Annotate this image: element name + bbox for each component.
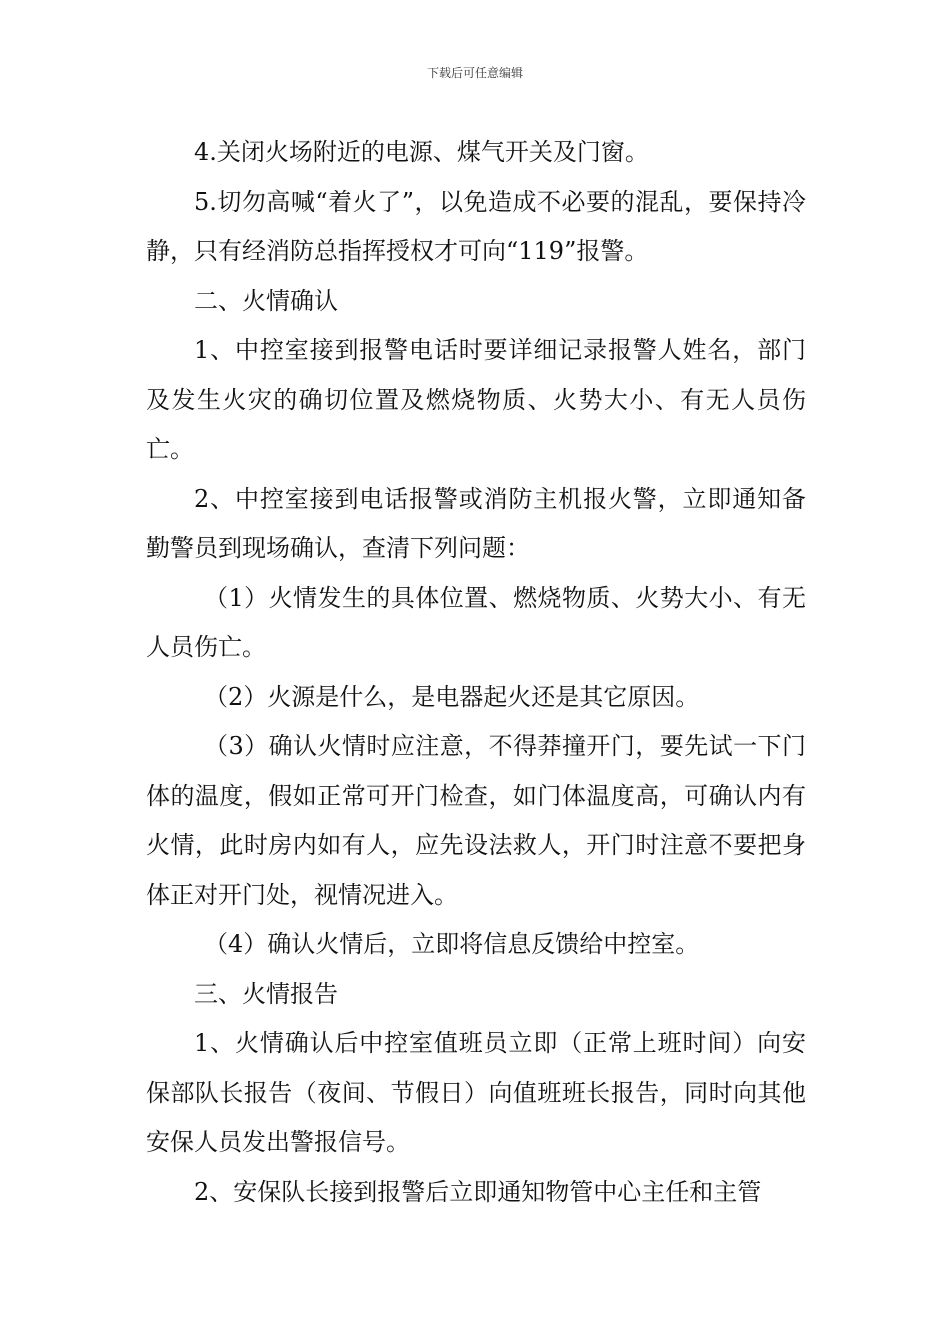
document-body (146, 128, 806, 1217)
paragraph-check-4: （4）确认火情后，立即将信息反馈给中控室。 (204, 930, 700, 958)
paragraph-check-2: （2）火源是什么，是电器起火还是其它原因。 (204, 682, 700, 711)
paragraph-report-2: 2、安保队长接到报警后立即通知物管中心主任和主管 (194, 1177, 762, 1206)
paragraph-check-1: （1）火情发生的具体位置、燃烧物质、火势大小、有无人员伤亡。 (146, 583, 806, 661)
paragraph-report-1: 1、火情确认后中控室值班员立即（正常上班时间）向安保部队长报告（夜间、节假日）向值班班长报告，同时向其他安保人员发出警报信号。 (146, 1029, 806, 1156)
paragraph-item-5: 5.切勿高喊“着火了”，以免造成不必要的混乱，要保持冷静，只有经消防总指挥授权才可向“119”报警。 (146, 187, 806, 265)
section-heading-fire-report: 三、火情报告 (194, 979, 338, 1008)
page-header-note: 下载后可任意编辑 (426, 66, 523, 80)
paragraph-confirm-2: 2、中控室接到电话报警或消防主机报火警，立即通知备勤警员到现场确认，查清下列问题： (146, 484, 806, 562)
paragraph-item-4: 4.关闭火场附近的电源、煤气开关及门窗。 (194, 138, 649, 166)
paragraph-check-3: （3）确认火情时应注意，不得莽撞开门，要先试一下门体的温度，假如正常可开门检查，如门体温度高，可确认内有火情，此时房内如有人，应先设法救人，开门时注意不要把身体正对开门处，视情况进入。 (146, 732, 806, 909)
paragraph-confirm-1: 1、中控室接到报警电话时要详细记录报警人姓名，部门及发生火灾的确切位置及燃烧物质、火势大小、有无人员伤亡。 (146, 336, 806, 463)
section-heading-fire-confirmation: 二、火情确认 (194, 286, 338, 315)
